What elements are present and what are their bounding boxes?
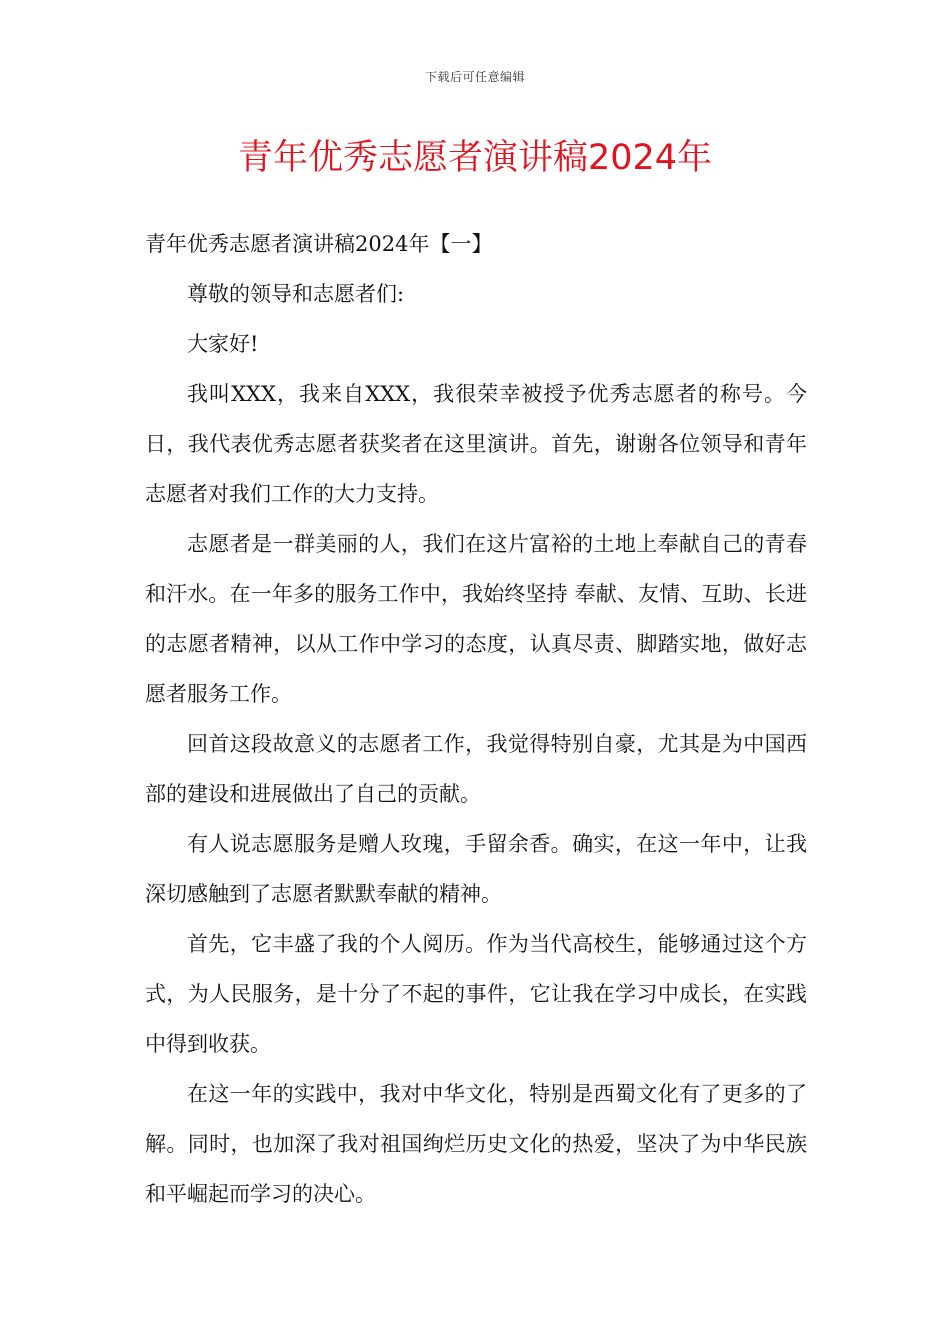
document-body bbox=[145, 219, 807, 1219]
paragraph: 有人说志愿服务是赠人玫瑰，手留余香。确实，在这一年中，让我深切感触到了志愿者默默奉献的精神。 bbox=[145, 832, 807, 906]
paragraph: 首先，它丰盛了我的个人阅历。作为当代高校生，能够通过这个方式，为人民服务，是十分了不起的事件，它让我在学习中成长，在实践中得到收获。 bbox=[145, 932, 807, 1056]
paragraph-salutation: 尊敬的领导和志愿者们: bbox=[187, 282, 405, 306]
paragraph: 在这一年的实践中，我对中华文化，特别是西蜀文化有了更多的了解。同时，也加深了我对祖国绚烂历史文化的热爱，坚决了为中华民族和平崛起而学习的决心。 bbox=[145, 1082, 807, 1206]
paragraph: 回首这段故意义的志愿者工作，我觉得特别自豪，尤其是为中国西部的建设和进展做出了自己的贡献。 bbox=[145, 732, 807, 806]
paragraph: 志愿者是一群美丽的人，我们在这片富裕的土地上奉献自己的青春和汗水。在一年多的服务工作中，我始终坚持 奉献、友情、互助、长进 的志愿者精神，以从工作中学习的态度，认真尽责、脚踏实地，做好志愿者服务工作。 bbox=[145, 532, 807, 706]
header-note: 下载后可任意编辑 bbox=[424, 70, 525, 84]
section-subtitle: 青年优秀志愿者演讲稿2024年【一】 bbox=[145, 232, 493, 256]
paragraph-greeting: 大家好! bbox=[187, 332, 259, 356]
paragraph: 我叫XXX，我来自XXX，我很荣幸被授予优秀志愿者的称号。今日，我代表优秀志愿者获奖者在这里演讲。首先，谢谢各位领导和青年志愿者对我们工作的大力支持。 bbox=[145, 382, 807, 506]
document-title: 青年优秀志愿者演讲稿2024年 bbox=[237, 138, 713, 178]
